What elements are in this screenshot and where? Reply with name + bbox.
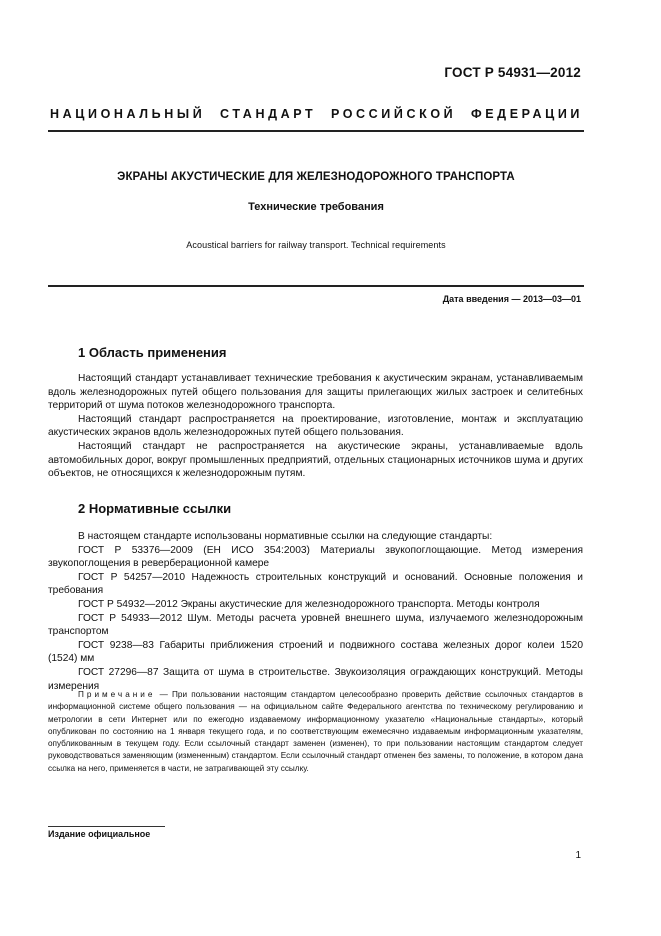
page-number: 1	[575, 850, 581, 861]
paragraph: Настоящий стандарт устанавливает технические требования к акустическим экранам, устанавливаемым вдоль железнодорожных путей общего пользования для защиты прилегающих жилых застроек и селитебных территорий от шума потоков железнодорожного транспорта.	[48, 373, 583, 412]
section-scope-body	[48, 372, 583, 481]
document-subtitle: Технические требования	[248, 201, 384, 213]
english-title: Acoustical barriers for railway transport. Technical requirements	[186, 240, 446, 250]
note	[48, 689, 583, 775]
reference-item: ГОСТ Р 54257—2010 Надежность строительных конструкций и оснований. Основные положения и требования	[48, 571, 583, 597]
references-intro: В настоящем стандарте использованы нормативные ссылки на следующие стандарты:	[78, 531, 493, 542]
footer-divider	[48, 826, 165, 827]
reference-item: ГОСТ Р 54932—2012 Экраны акустические для железнодорожного транспорта. Методы контроля	[78, 598, 540, 610]
reference-item: ГОСТ 9238—83 Габариты приближения строений и подвижного состава железных дорог колеи 1520 (1524) мм	[48, 639, 583, 665]
section-heading-references: 2 Нормативные ссылки	[78, 501, 232, 516]
paragraph: Настоящий стандарт распространяется на проектирование, изготовление, монтаж и эксплуатацию акустических экранов вдоль железнодорожных путей общего пользования.	[48, 413, 583, 439]
document-title: ЭКРАНЫ АКУСТИЧЕСКИЕ ДЛЯ ЖЕЛЕЗНОДОРОЖНОГО ТРАНСПОРТА	[117, 171, 515, 183]
note-text: — При пользовании настоящим стандартом целесообразно проверить действие ссылочных стандартов в информационной системе общего пользования — на официальном сайте Федерального агентства по техническому регулированию и метрологии в сети Интернет или по ежегодно издаваемому информационному указателю «Национальные стандарты», который опубликован по состоянию на 1 января текущего года, и по соответствующим ежемесячно издаваемым информационным указателям, опубликованным в текущем году. Если ссылочный стандарт заменен (изменен), то при пользовании настоящим стандартом следует руководствоваться заменяющим (измененным) стандартом. Если ссылочный стандарт отменен без замены, то положение, в котором дана ссылка на него, применяется в части, не затрагивающей эту ссылку.	[48, 690, 583, 773]
title-divider	[48, 285, 584, 287]
section-heading-scope: 1 Область применения	[78, 345, 227, 360]
reference-item: ГОСТ 27296—87 Защита от шума в строительстве. Звукоизоляция ограждающих конструкций. Методы измерения	[48, 666, 583, 692]
reference-item: ГОСТ Р 54933—2012 Шум. Методы расчета уровней внешнего шума, излучаемого железнодорожным транспортом	[48, 612, 583, 638]
paragraph: Настоящий стандарт не распространяется на акустические экраны, устанавливаемые вдоль автомобильных дорог, вокруг промышленных предприятий, отдельных стационарных источников шума и других объектов, не относящихся к железнодорожным путям.	[48, 440, 583, 480]
header-divider	[48, 130, 584, 132]
note-label: Примечание	[78, 690, 156, 699]
document-number: ГОСТ Р 54931—2012	[444, 65, 581, 80]
references-list	[48, 530, 583, 693]
edition-label: Издание официальное	[48, 829, 151, 839]
reference-item: ГОСТ Р 53376—2009 (ЕН ИСО 354:2003) Материалы звукопоглощающие. Метод измерения звукопоглощения в реверберационной камере	[48, 544, 583, 570]
introduction-date: Дата введения — 2013—03—01	[442, 294, 581, 304]
national-standard-banner: НАЦИОНАЛЬНЫЙ СТАНДАРТ РОССИЙСКОЙ ФЕДЕРАЦИИ	[50, 107, 583, 121]
